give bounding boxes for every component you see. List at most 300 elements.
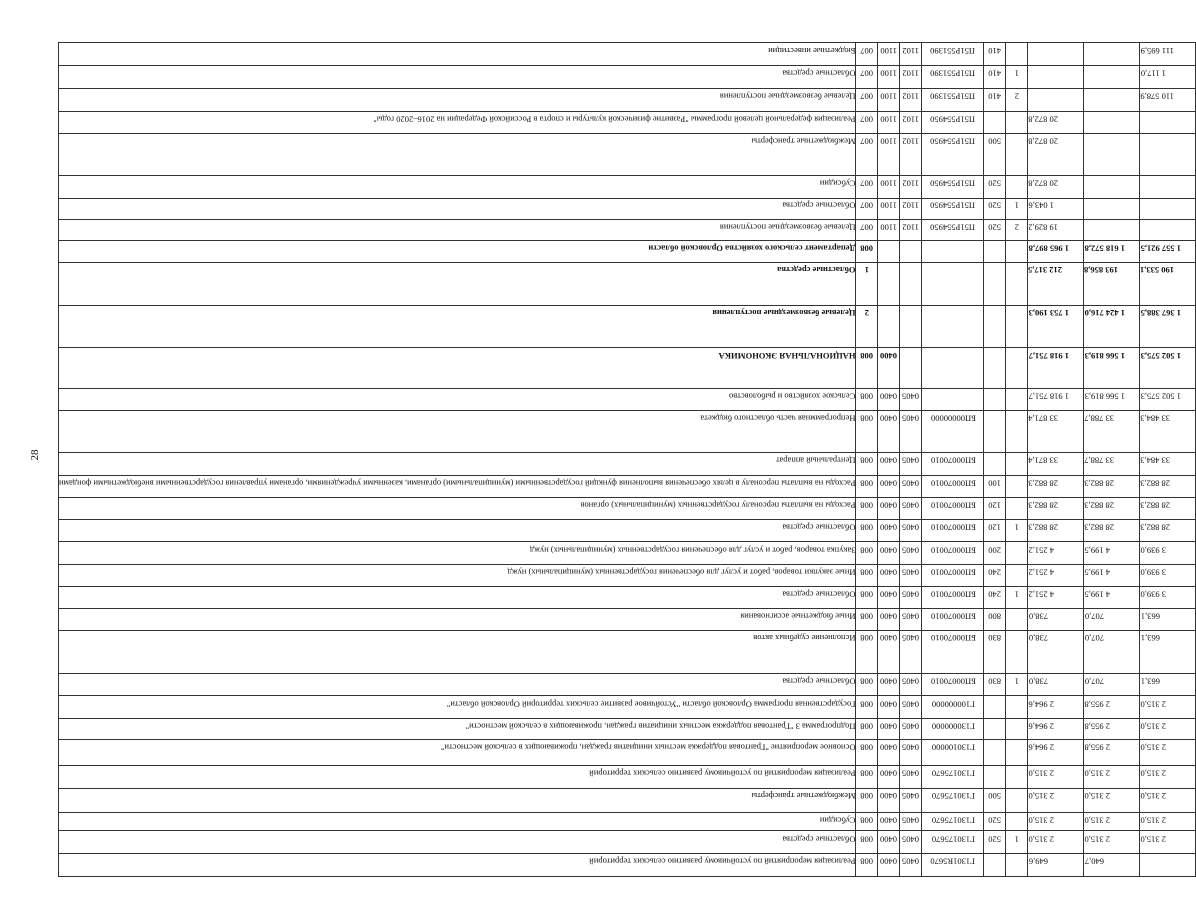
ministry-code: 008 — [856, 519, 878, 542]
amount-year-1: 33 871,4 — [1028, 452, 1084, 475]
amount-year-1: 2 964,6 — [1028, 740, 1084, 765]
subsection-code: 0405 — [900, 630, 922, 673]
source-code: 2 — [1006, 88, 1028, 111]
amount-year-2: 707,0 — [1084, 630, 1140, 673]
expense-type-code — [984, 740, 1006, 765]
row-name: Иные бюджетные ассигнования — [59, 609, 856, 630]
source-code — [1006, 175, 1028, 198]
ministry-code: 007 — [856, 66, 878, 89]
source-code — [1006, 305, 1028, 348]
subsection-code: 0405 — [900, 411, 922, 452]
target-article-code — [922, 241, 984, 262]
amount-year-1 — [1028, 66, 1084, 89]
section-code — [878, 305, 900, 348]
subsection-code: 0405 — [900, 831, 922, 854]
amount-year-2: 2 955,8 — [1084, 696, 1140, 719]
amount-year-3: 33 484,3 — [1140, 452, 1196, 475]
source-code — [1006, 388, 1028, 411]
amount-year-1: 738,0 — [1028, 673, 1084, 696]
expense-type-code: 500 — [984, 134, 1006, 175]
target-article-code: Г130000000 — [922, 719, 984, 740]
ministry-code: 008 — [856, 788, 878, 812]
ministry-code: 008 — [856, 765, 878, 788]
amount-year-1: 28 882,3 — [1028, 498, 1084, 519]
section-code: 0400 — [878, 498, 900, 519]
ministry-code: 007 — [856, 88, 878, 111]
amount-year-1 — [1028, 43, 1084, 66]
amount-year-3: 663,1 — [1140, 609, 1196, 630]
row-name: Бюджетные инвестиции — [59, 43, 856, 66]
amount-year-2: 2 955,8 — [1084, 740, 1140, 765]
expense-type-code: 830 — [984, 630, 1006, 673]
source-code: 1 — [1006, 673, 1028, 696]
field-row-k1 — [856, 43, 878, 877]
amount-year-1: 1 918 751,7 — [1028, 388, 1084, 411]
section-code: 0400 — [878, 586, 900, 609]
expense-type-code: 800 — [984, 609, 1006, 630]
amount-year-1: 4 251,2 — [1028, 565, 1084, 586]
field-row-c3 — [1140, 43, 1196, 877]
amount-year-1: 33 871,4 — [1028, 411, 1084, 452]
ministry-code: 008 — [856, 719, 878, 740]
ministry-code: 007 — [856, 111, 878, 134]
expense-type-code: 500 — [984, 788, 1006, 812]
source-code — [1006, 740, 1028, 765]
amount-year-3: 28 882,3 — [1140, 519, 1196, 542]
source-code — [1006, 475, 1028, 498]
expense-type-code — [984, 111, 1006, 134]
subsection-code: 0405 — [900, 673, 922, 696]
subsection-code: 0405 — [900, 452, 922, 475]
row-name: Субсидии — [59, 175, 856, 198]
expense-type-code — [984, 305, 1006, 348]
amount-year-2 — [1084, 134, 1140, 175]
expense-type-code: 200 — [984, 542, 1006, 565]
expense-type-code: 520 — [984, 198, 1006, 219]
amount-year-3 — [1140, 198, 1196, 219]
row-name: Целевые безвозмездные поступления — [59, 219, 856, 240]
field-row-k3 — [900, 43, 922, 877]
amount-year-3: 2 315,0 — [1140, 740, 1196, 765]
target-article-code: Г130175670 — [922, 831, 984, 854]
amount-year-3: 2 315,0 — [1140, 765, 1196, 788]
ministry-code: 008 — [856, 831, 878, 854]
row-name: Реализация федеральной целевой программы "Развитие физической культуры и спорта в Российской Федерации на 2016–2020 годы" — [59, 111, 856, 134]
amount-year-2: 193 856,8 — [1084, 262, 1140, 305]
row-name: Субсидии — [59, 812, 856, 831]
target-article-code — [922, 305, 984, 348]
amount-year-2 — [1084, 175, 1140, 198]
expense-type-code — [984, 388, 1006, 411]
row-name: Департамент сельского хозяйства Орловской области — [59, 241, 856, 262]
ministry-code: 2 — [856, 305, 878, 348]
target-article-code: БП00070010 — [922, 630, 984, 673]
amount-year-3: 3 939,0 — [1140, 586, 1196, 609]
row-name: Областные средства — [59, 262, 856, 305]
ministry-code: 008 — [856, 696, 878, 719]
expense-type-code — [984, 452, 1006, 475]
ministry-code: 008 — [856, 498, 878, 519]
section-code: 1100 — [878, 198, 900, 219]
expense-type-code — [984, 854, 1006, 877]
section-code: 1100 — [878, 134, 900, 175]
field-row-name — [59, 43, 856, 877]
amount-year-1: 2 315,0 — [1028, 831, 1084, 854]
target-article-code: П51Р551390 — [922, 88, 984, 111]
amount-year-3: 190 533,1 — [1140, 262, 1196, 305]
amount-year-3: 1 367 388,5 — [1140, 305, 1196, 348]
expense-type-code: 240 — [984, 565, 1006, 586]
subsection-code: 0405 — [900, 388, 922, 411]
source-code — [1006, 411, 1028, 452]
expense-type-code — [984, 765, 1006, 788]
field-row-col6 — [1006, 43, 1028, 877]
section-code: 0400 — [878, 812, 900, 831]
subsection-code: 1102 — [900, 66, 922, 89]
target-article-code: БП00070010 — [922, 452, 984, 475]
subsection-code: 0405 — [900, 609, 922, 630]
amount-year-2 — [1084, 219, 1140, 240]
target-article-code: П51Р554950 — [922, 198, 984, 219]
source-code — [1006, 765, 1028, 788]
subsection-code: 1102 — [900, 43, 922, 66]
amount-year-1: 28 882,3 — [1028, 475, 1084, 498]
amount-year-1: 738,0 — [1028, 630, 1084, 673]
row-name: Областные средства — [59, 198, 856, 219]
section-code: 0400 — [878, 452, 900, 475]
section-code: 1100 — [878, 66, 900, 89]
subsection-code: 0405 — [900, 696, 922, 719]
target-article-code: П51Р554950 — [922, 111, 984, 134]
source-code: 1 — [1006, 586, 1028, 609]
amount-year-2: 2 315,0 — [1084, 831, 1140, 854]
amount-year-3: 2 315,0 — [1140, 696, 1196, 719]
expense-type-code — [984, 696, 1006, 719]
row-name: Непрограммная часть областного бюджета — [59, 411, 856, 452]
subsection-code: 1102 — [900, 88, 922, 111]
target-article-code: БП00070010 — [922, 498, 984, 519]
amount-year-1: 212 317,5 — [1028, 262, 1084, 305]
field-row-target — [922, 43, 984, 877]
section-code: 0400 — [878, 519, 900, 542]
expense-type-code: 830 — [984, 673, 1006, 696]
field-row-k2 — [878, 43, 900, 877]
amount-year-3: 2 315,0 — [1140, 812, 1196, 831]
ministry-code: 008 — [856, 348, 878, 388]
section-code: 1100 — [878, 175, 900, 198]
expense-type-code — [984, 241, 1006, 262]
amount-year-1: 4 251,2 — [1028, 542, 1084, 565]
source-code — [1006, 788, 1028, 812]
section-code: 0400 — [878, 630, 900, 673]
subsection-code: 1102 — [900, 219, 922, 240]
section-code: 0400 — [878, 765, 900, 788]
expense-type-code: 520 — [984, 219, 1006, 240]
row-name: Межбюджетные трансферты — [59, 134, 856, 175]
source-code: 1 — [1006, 831, 1028, 854]
section-code: 0400 — [878, 673, 900, 696]
section-code: 0400 — [878, 788, 900, 812]
amount-year-2: 2 315,0 — [1084, 812, 1140, 831]
ministry-code: 007 — [856, 134, 878, 175]
amount-year-3 — [1140, 175, 1196, 198]
row-name: Подпрограмма 3 "Грантовая поддержка местных инициатив граждан, проживающих в сельской местности" — [59, 719, 856, 740]
subsection-code: 0405 — [900, 812, 922, 831]
target-article-code: П51Р554950 — [922, 219, 984, 240]
row-name: Областные средства — [59, 831, 856, 854]
subsection-code: 0405 — [900, 542, 922, 565]
section-code: 0400 — [878, 565, 900, 586]
amount-year-3: 2 315,0 — [1140, 831, 1196, 854]
source-code — [1006, 696, 1028, 719]
amount-year-2: 4 199,5 — [1084, 565, 1140, 586]
field-row-c2 — [1084, 43, 1140, 877]
target-article-code: БП00070010 — [922, 586, 984, 609]
target-article-code: Г1301R5670 — [922, 854, 984, 877]
amount-year-2: 28 882,3 — [1084, 475, 1140, 498]
amount-year-3: 3 939,0 — [1140, 565, 1196, 586]
row-name: Закупка товаров, работ и услуг для обеспечения государственных (муниципальных) нужд — [59, 542, 856, 565]
amount-year-1: 1 965 897,8 — [1028, 241, 1084, 262]
row-name: Основное мероприятие "Грантовая поддержка местных инициатив граждан, проживающих в сельской местности" — [59, 740, 856, 765]
rotated-table-wrapper — [58, 42, 1181, 877]
target-article-code — [922, 262, 984, 305]
amount-year-1: 4 251,2 — [1028, 586, 1084, 609]
source-code: 1 — [1006, 66, 1028, 89]
amount-year-2: 707,0 — [1084, 609, 1140, 630]
subsection-code: 0405 — [900, 519, 922, 542]
row-name: Целевые безвозмездные поступления — [59, 305, 856, 348]
section-code: 1100 — [878, 43, 900, 66]
amount-year-2: 1 618 572,8 — [1084, 241, 1140, 262]
amount-year-2: 707,0 — [1084, 673, 1140, 696]
amount-year-3 — [1140, 111, 1196, 134]
target-article-code: П51Р551390 — [922, 43, 984, 66]
subsection-code: 0405 — [900, 498, 922, 519]
expense-type-code: 520 — [984, 812, 1006, 831]
ministry-code: 008 — [856, 630, 878, 673]
amount-year-1: 2 315,0 — [1028, 812, 1084, 831]
target-article-code: БП00070010 — [922, 475, 984, 498]
expense-type-code: 520 — [984, 175, 1006, 198]
ministry-code: 007 — [856, 175, 878, 198]
ministry-code: 008 — [856, 475, 878, 498]
ministry-code: 007 — [856, 43, 878, 66]
expense-type-code: 120 — [984, 519, 1006, 542]
target-article-code: БП00070010 — [922, 565, 984, 586]
amount-year-3 — [1140, 219, 1196, 240]
subsection-code: 1102 — [900, 134, 922, 175]
amount-year-3: 1 502 575,3 — [1140, 348, 1196, 388]
amount-year-3: 2 315,0 — [1140, 788, 1196, 812]
section-code: 0400 — [878, 411, 900, 452]
field-row-c1 — [1028, 43, 1084, 877]
target-article-code: БП00070010 — [922, 609, 984, 630]
amount-year-1: 2 315,0 — [1028, 788, 1084, 812]
section-code: 0400 — [878, 831, 900, 854]
source-code: 1 — [1006, 519, 1028, 542]
target-article-code: БП00070010 — [922, 673, 984, 696]
ministry-code: 008 — [856, 586, 878, 609]
amount-year-2 — [1084, 66, 1140, 89]
row-name: Сельское хозяйство и рыболовство — [59, 388, 856, 411]
source-code — [1006, 348, 1028, 388]
target-article-code: Г130175670 — [922, 765, 984, 788]
source-code — [1006, 43, 1028, 66]
ministry-code: 008 — [856, 388, 878, 411]
ministry-code: 008 — [856, 241, 878, 262]
subsection-code: 0405 — [900, 788, 922, 812]
amount-year-3: 1 117,0 — [1140, 66, 1196, 89]
section-code: 0400 — [878, 609, 900, 630]
ministry-code: 007 — [856, 198, 878, 219]
source-code — [1006, 452, 1028, 475]
amount-year-3: 1 502 575,3 — [1140, 388, 1196, 411]
section-code: 0400 — [878, 475, 900, 498]
source-code — [1006, 262, 1028, 305]
row-name: Реализация мероприятий по устойчивому развитию сельских территорий — [59, 854, 856, 877]
section-code: 1100 — [878, 111, 900, 134]
subsection-code: 1102 — [900, 175, 922, 198]
section-code: 0400 — [878, 854, 900, 877]
ministry-code: 008 — [856, 673, 878, 696]
subsection-code — [900, 241, 922, 262]
expense-type-code: 520 — [984, 831, 1006, 854]
source-code — [1006, 854, 1028, 877]
target-article-code: П51Р554950 — [922, 175, 984, 198]
row-name: Расходы на выплаты персоналу государственных (муниципальных) органов — [59, 498, 856, 519]
section-code: 1100 — [878, 219, 900, 240]
source-code: 1 — [1006, 198, 1028, 219]
subsection-code: 0405 — [900, 740, 922, 765]
source-code — [1006, 111, 1028, 134]
row-name: Областные средства — [59, 66, 856, 89]
amount-year-1: 28 882,3 — [1028, 519, 1084, 542]
amount-year-3 — [1140, 134, 1196, 175]
section-code — [878, 241, 900, 262]
subsection-code — [900, 262, 922, 305]
source-code — [1006, 609, 1028, 630]
amount-year-2 — [1084, 111, 1140, 134]
amount-year-2: 33 788,7 — [1084, 411, 1140, 452]
amount-year-1: 20 872,8 — [1028, 175, 1084, 198]
ministry-code: 008 — [856, 452, 878, 475]
amount-year-3: 110 578,9 — [1140, 88, 1196, 111]
subsection-code: 0405 — [900, 586, 922, 609]
row-name: Исполнение судебных актов — [59, 630, 856, 673]
ministry-code: 008 — [856, 411, 878, 452]
target-article-code — [922, 388, 984, 411]
section-code — [878, 262, 900, 305]
row-name: Областные средства — [59, 586, 856, 609]
expense-type-code — [984, 262, 1006, 305]
section-code: 0400 — [878, 740, 900, 765]
amount-year-2: 28 882,3 — [1084, 519, 1140, 542]
row-name: Областные средства — [59, 673, 856, 696]
source-code — [1006, 498, 1028, 519]
amount-year-1: 1 918 751,7 — [1028, 348, 1084, 388]
row-name: НАЦИОНАЛЬНАЯ ЭКОНОМИКА — [59, 348, 856, 388]
source-code — [1006, 134, 1028, 175]
target-article-code: Г100000000 — [922, 696, 984, 719]
subsection-code — [900, 305, 922, 348]
row-name: Иные закупки товаров, работ и услуг для обеспечения государственных (муниципальных) нужд — [59, 565, 856, 586]
row-name: Реализация мероприятий по устойчивому развитию сельских территорий — [59, 765, 856, 788]
expense-type-code — [984, 719, 1006, 740]
ministry-code: 008 — [856, 609, 878, 630]
section-code: 0400 — [878, 696, 900, 719]
source-code — [1006, 565, 1028, 586]
amount-year-1 — [1028, 88, 1084, 111]
amount-year-2: 28 882,3 — [1084, 498, 1140, 519]
amount-year-3: 663,1 — [1140, 630, 1196, 673]
amount-year-1: 649,6 — [1028, 854, 1084, 877]
amount-year-2: 1 566 819,3 — [1084, 388, 1140, 411]
ministry-code: 1 — [856, 262, 878, 305]
row-name: Областные средства — [59, 519, 856, 542]
subsection-code: 0405 — [900, 475, 922, 498]
ministry-code: 007 — [856, 219, 878, 240]
amount-year-1: 1 043,6 — [1028, 198, 1084, 219]
amount-year-2 — [1084, 88, 1140, 111]
amount-year-1: 2 315,0 — [1028, 765, 1084, 788]
ministry-code: 008 — [856, 542, 878, 565]
subsection-code: 0405 — [900, 854, 922, 877]
target-article-code: БП00000000 — [922, 411, 984, 452]
source-code — [1006, 241, 1028, 262]
amount-year-2: 2 315,0 — [1084, 765, 1140, 788]
target-article-code: Г130100000 — [922, 740, 984, 765]
amount-year-2: 2 315,0 — [1084, 788, 1140, 812]
amount-year-3: 1 557 921,5 — [1140, 241, 1196, 262]
target-article-code: БП00070010 — [922, 542, 984, 565]
page-number: 28 — [29, 449, 41, 461]
amount-year-3: 28 882,3 — [1140, 498, 1196, 519]
subsection-code — [900, 348, 922, 388]
amount-year-2 — [1084, 43, 1140, 66]
target-article-code — [922, 348, 984, 388]
amount-year-3: 2 315,0 — [1140, 719, 1196, 740]
amount-year-3: 33 484,3 — [1140, 411, 1196, 452]
field-row-vr — [984, 43, 1006, 877]
expense-type-code: 410 — [984, 66, 1006, 89]
target-article-code: БП00070010 — [922, 519, 984, 542]
subsection-code: 1102 — [900, 198, 922, 219]
expense-type-code — [984, 348, 1006, 388]
row-name: Государственная программа Орловской области "Устойчивое развитие сельских территорий Орловской области" — [59, 696, 856, 719]
target-article-code: Г130175670 — [922, 812, 984, 831]
amount-year-2: 640,7 — [1084, 854, 1140, 877]
section-code: 1100 — [878, 88, 900, 111]
budget-table — [58, 42, 1196, 877]
amount-year-2: 33 788,7 — [1084, 452, 1140, 475]
source-code — [1006, 630, 1028, 673]
amount-year-1: 738,0 — [1028, 609, 1084, 630]
amount-year-2 — [1084, 198, 1140, 219]
source-code — [1006, 812, 1028, 831]
row-name: Центральный аппарат — [59, 452, 856, 475]
amount-year-3: 3 939,0 — [1140, 542, 1196, 565]
source-code — [1006, 542, 1028, 565]
ministry-code: 008 — [856, 565, 878, 586]
subsection-code: 0405 — [900, 565, 922, 586]
subsection-code: 0405 — [900, 765, 922, 788]
source-code — [1006, 719, 1028, 740]
expense-type-code: 240 — [984, 586, 1006, 609]
amount-year-3: 663,1 — [1140, 673, 1196, 696]
ministry-code: 008 — [856, 740, 878, 765]
subsection-code: 0405 — [900, 719, 922, 740]
